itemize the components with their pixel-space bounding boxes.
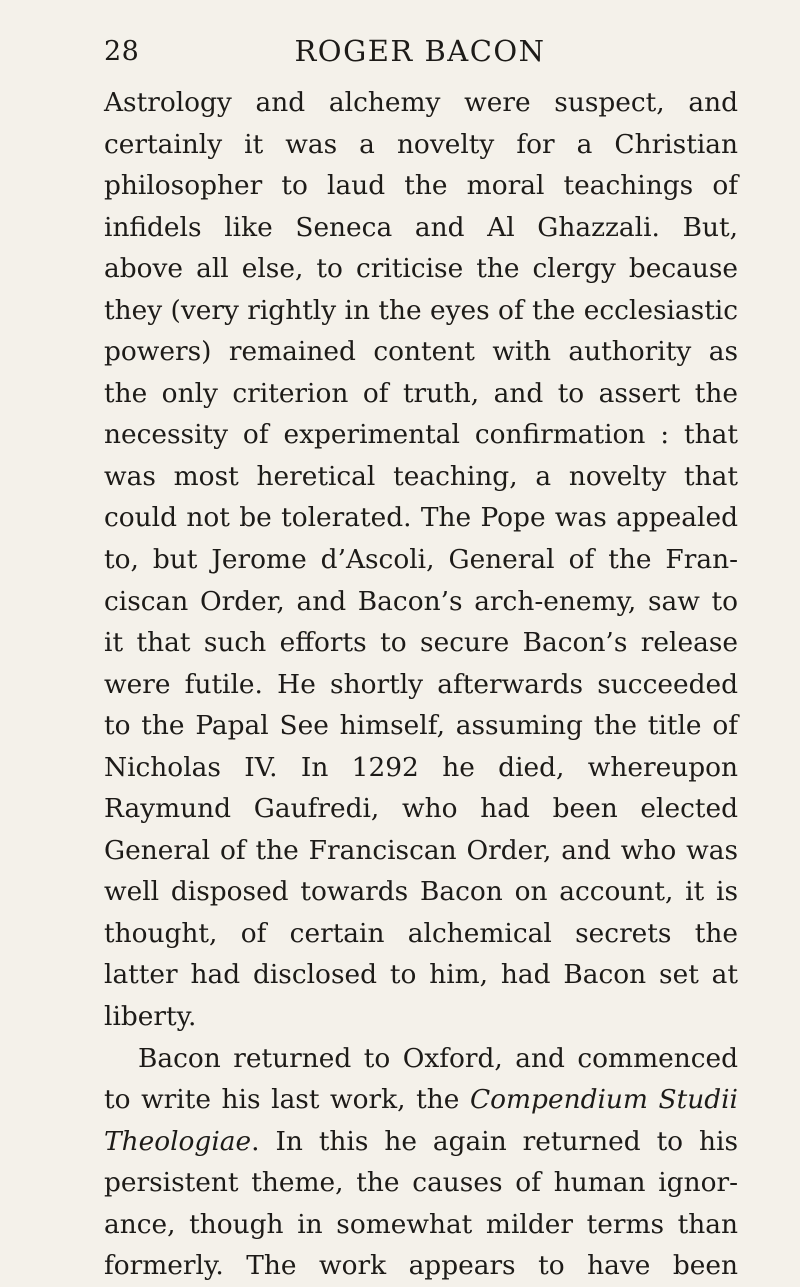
body-text bbox=[104, 82, 738, 1287]
text-line: philosopher to laud the moral teachings of bbox=[104, 170, 738, 202]
text-line: infidels like Seneca and Al Ghazzali. But, bbox=[104, 211, 738, 243]
text-line: to, but Jerome d’Ascoli, General of the Fran- bbox=[104, 544, 738, 576]
running-head bbox=[104, 32, 736, 76]
text-line: persistent theme, the causes of human ignor- bbox=[104, 1167, 738, 1199]
text-line: necessity of experimental confirmation : that bbox=[104, 419, 738, 451]
text-line: it that such efforts to secure Bacon’s release bbox=[104, 627, 738, 659]
text-line: above all else, to criticise the clergy because bbox=[104, 253, 738, 285]
text-line: liberty. bbox=[104, 1001, 197, 1033]
text-fragment: to write his last work, the bbox=[104, 1084, 470, 1116]
text-line: latter had disclosed to him, had Bacon set at bbox=[104, 959, 738, 991]
text-line: General of the Franciscan Order, and who was bbox=[104, 834, 738, 866]
text-line bbox=[104, 1121, 738, 1163]
text-line: could not be tolerated. The Pope was appealed bbox=[104, 502, 738, 534]
text-line: to the Papal See himself, assuming the title of bbox=[104, 710, 738, 742]
italic-work-title: Theologiae bbox=[104, 1125, 252, 1157]
text-line: thought, of certain alchemical secrets the bbox=[104, 917, 738, 949]
text-line: certainly it was a novelty for a Christian bbox=[104, 128, 738, 160]
text-line: formerly. The work appears to have been bbox=[104, 1250, 738, 1282]
text-fragment: . In this he again returned to his bbox=[251, 1125, 738, 1157]
text-line: were futile. He shortly afterwards succeeded bbox=[104, 668, 738, 700]
text-line: Nicholas IV. In 1292 he died, whereupon bbox=[104, 751, 738, 783]
italic-work-title: Compendium Studii bbox=[469, 1084, 738, 1116]
text-line: the only criterion of truth, and to assert the bbox=[104, 377, 738, 409]
text-line: Astrology and alchemy were suspect, and bbox=[104, 87, 738, 118]
text-line: Bacon returned to Oxford, and commenced bbox=[138, 1042, 738, 1074]
text-line: was most heretical teaching, a novelty that bbox=[104, 460, 738, 492]
text-line: they (very rightly in the eyes of the ecclesiastic bbox=[104, 294, 739, 326]
text-line: Raymund Gaufredi, who had been elected bbox=[104, 793, 738, 825]
text-line: powers) remained content with authority as bbox=[104, 336, 738, 368]
text-line: ciscan Order, and Bacon’s arch-enemy, saw to bbox=[104, 585, 738, 617]
page-number: 28 bbox=[104, 36, 140, 67]
running-title: ROGER BACON bbox=[294, 34, 546, 68]
text-line: ance, though in somewhat milder terms than bbox=[104, 1208, 738, 1240]
text-line: well disposed towards Bacon on account, it is bbox=[104, 876, 738, 908]
text-line bbox=[104, 1079, 738, 1121]
